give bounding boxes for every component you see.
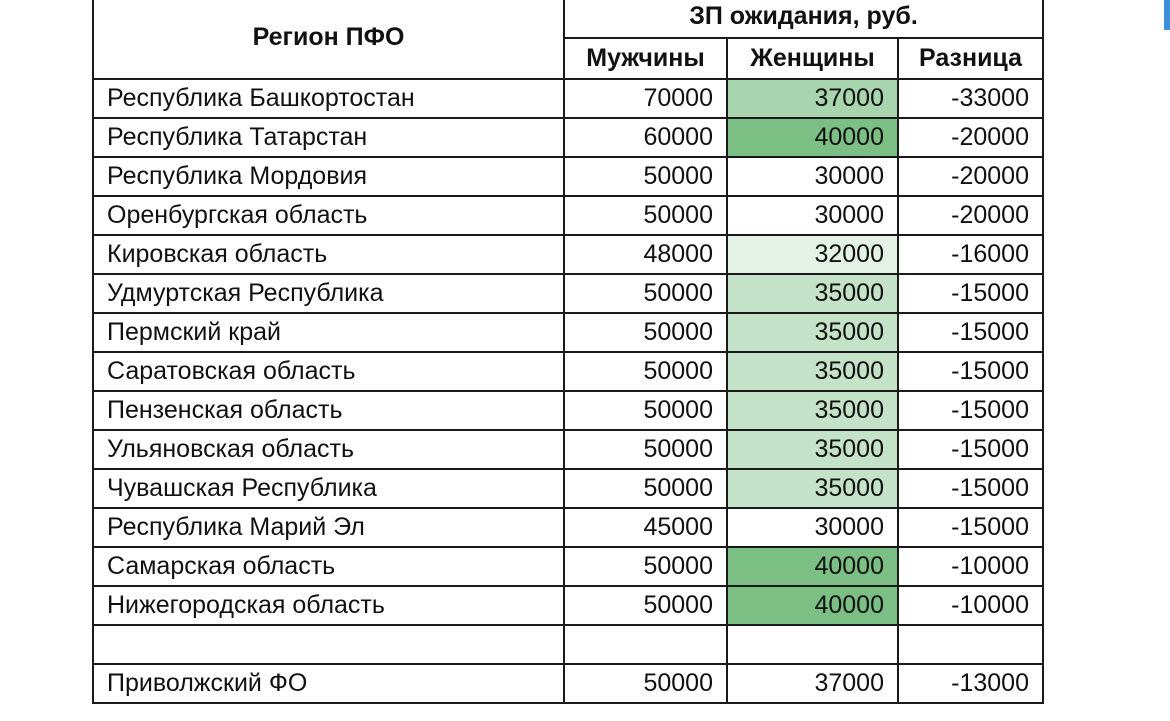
table-row bbox=[93, 664, 1043, 703]
table-row bbox=[93, 586, 1043, 625]
difference-cell[interactable]: -20000 bbox=[898, 196, 1043, 235]
region-cell[interactable]: Ульяновская область bbox=[93, 430, 564, 469]
women-salary-cell[interactable]: 40000 bbox=[727, 547, 898, 586]
region-cell[interactable]: Республика Татарстан bbox=[93, 118, 564, 157]
women-salary-cell[interactable]: 35000 bbox=[727, 430, 898, 469]
difference-cell[interactable]: -10000 bbox=[898, 586, 1043, 625]
men-salary-cell[interactable]: 50000 bbox=[564, 547, 727, 586]
women-salary-cell[interactable]: 35000 bbox=[727, 352, 898, 391]
difference-cell[interactable]: -20000 bbox=[898, 118, 1043, 157]
table-row bbox=[93, 274, 1043, 313]
region-cell[interactable]: Республика Башкортостан bbox=[93, 79, 564, 118]
region-cell[interactable]: Республика Марий Эл bbox=[93, 508, 564, 547]
region-cell[interactable]: Приволжский ФО bbox=[93, 664, 564, 703]
table-row bbox=[93, 508, 1043, 547]
women-salary-cell[interactable]: 35000 bbox=[727, 391, 898, 430]
men-salary-cell[interactable]: 70000 bbox=[564, 79, 727, 118]
region-cell[interactable]: Республика Мордовия bbox=[93, 157, 564, 196]
men-salary-cell[interactable]: 50000 bbox=[564, 469, 727, 508]
women-salary-cell[interactable]: 40000 bbox=[727, 586, 898, 625]
table-row bbox=[93, 469, 1043, 508]
men-salary-cell[interactable]: 45000 bbox=[564, 508, 727, 547]
region-cell[interactable]: Пермский край bbox=[93, 313, 564, 352]
women-salary-cell[interactable]: 37000 bbox=[727, 664, 898, 703]
table-body bbox=[93, 79, 1043, 703]
header-women[interactable]: Женщины bbox=[727, 38, 898, 79]
men-salary-cell[interactable]: 50000 bbox=[564, 352, 727, 391]
men-salary-cell[interactable]: 50000 bbox=[564, 430, 727, 469]
men-salary-cell[interactable]: 60000 bbox=[564, 118, 727, 157]
difference-cell[interactable]: -33000 bbox=[898, 79, 1043, 118]
region-cell[interactable]: Самарская область bbox=[93, 547, 564, 586]
difference-cell[interactable]: -20000 bbox=[898, 157, 1043, 196]
table-row bbox=[93, 235, 1043, 274]
region-cell[interactable]: Саратовская область bbox=[93, 352, 564, 391]
table-row bbox=[93, 157, 1043, 196]
men-salary-cell[interactable]: 50000 bbox=[564, 196, 727, 235]
men-salary-cell[interactable] bbox=[564, 625, 727, 664]
salary-expectations-table bbox=[92, 0, 1044, 704]
table-row bbox=[93, 352, 1043, 391]
table-row bbox=[93, 430, 1043, 469]
region-cell[interactable]: Кировская область bbox=[93, 235, 564, 274]
men-salary-cell[interactable]: 50000 bbox=[564, 391, 727, 430]
difference-cell[interactable]: -15000 bbox=[898, 274, 1043, 313]
women-salary-cell[interactable]: 35000 bbox=[727, 469, 898, 508]
difference-cell[interactable]: -15000 bbox=[898, 391, 1043, 430]
men-salary-cell[interactable]: 50000 bbox=[564, 274, 727, 313]
table-row bbox=[93, 547, 1043, 586]
men-salary-cell[interactable]: 50000 bbox=[564, 157, 727, 196]
difference-cell[interactable]: -15000 bbox=[898, 352, 1043, 391]
women-salary-cell[interactable] bbox=[727, 625, 898, 664]
table-row bbox=[93, 196, 1043, 235]
women-salary-cell[interactable]: 40000 bbox=[727, 118, 898, 157]
difference-cell[interactable]: -15000 bbox=[898, 430, 1043, 469]
scroll-edge-indicator bbox=[1164, 0, 1170, 30]
difference-cell[interactable]: -15000 bbox=[898, 313, 1043, 352]
region-cell[interactable]: Оренбургская область bbox=[93, 196, 564, 235]
region-cell[interactable]: Нижегородская область bbox=[93, 586, 564, 625]
women-salary-cell[interactable]: 35000 bbox=[727, 313, 898, 352]
header-salary-group[interactable]: ЗП ожидания, руб. bbox=[564, 0, 1043, 38]
men-salary-cell[interactable]: 50000 bbox=[564, 586, 727, 625]
men-salary-cell[interactable]: 48000 bbox=[564, 235, 727, 274]
women-salary-cell[interactable]: 32000 bbox=[727, 235, 898, 274]
difference-cell[interactable]: -16000 bbox=[898, 235, 1043, 274]
region-cell[interactable]: Удмуртская Республика bbox=[93, 274, 564, 313]
table-row bbox=[93, 79, 1043, 118]
table-row bbox=[93, 118, 1043, 157]
table-row bbox=[93, 391, 1043, 430]
difference-cell[interactable] bbox=[898, 625, 1043, 664]
men-salary-cell[interactable]: 50000 bbox=[564, 313, 727, 352]
header-men[interactable]: Мужчины bbox=[564, 38, 727, 79]
region-cell[interactable]: Чувашская Республика bbox=[93, 469, 564, 508]
region-cell[interactable] bbox=[93, 625, 564, 664]
difference-cell[interactable]: -15000 bbox=[898, 508, 1043, 547]
difference-cell[interactable]: -13000 bbox=[898, 664, 1043, 703]
women-salary-cell[interactable]: 37000 bbox=[727, 79, 898, 118]
header-difference[interactable]: Разница bbox=[898, 38, 1043, 79]
difference-cell[interactable]: -10000 bbox=[898, 547, 1043, 586]
difference-cell[interactable]: -15000 bbox=[898, 469, 1043, 508]
women-salary-cell[interactable]: 30000 bbox=[727, 196, 898, 235]
women-salary-cell[interactable]: 30000 bbox=[727, 508, 898, 547]
men-salary-cell[interactable]: 50000 bbox=[564, 664, 727, 703]
table-row bbox=[93, 625, 1043, 664]
table-row bbox=[93, 313, 1043, 352]
women-salary-cell[interactable]: 35000 bbox=[727, 274, 898, 313]
women-salary-cell[interactable]: 30000 bbox=[727, 157, 898, 196]
region-cell[interactable]: Пензенская область bbox=[93, 391, 564, 430]
header-region[interactable]: Регион ПФО bbox=[93, 0, 564, 79]
